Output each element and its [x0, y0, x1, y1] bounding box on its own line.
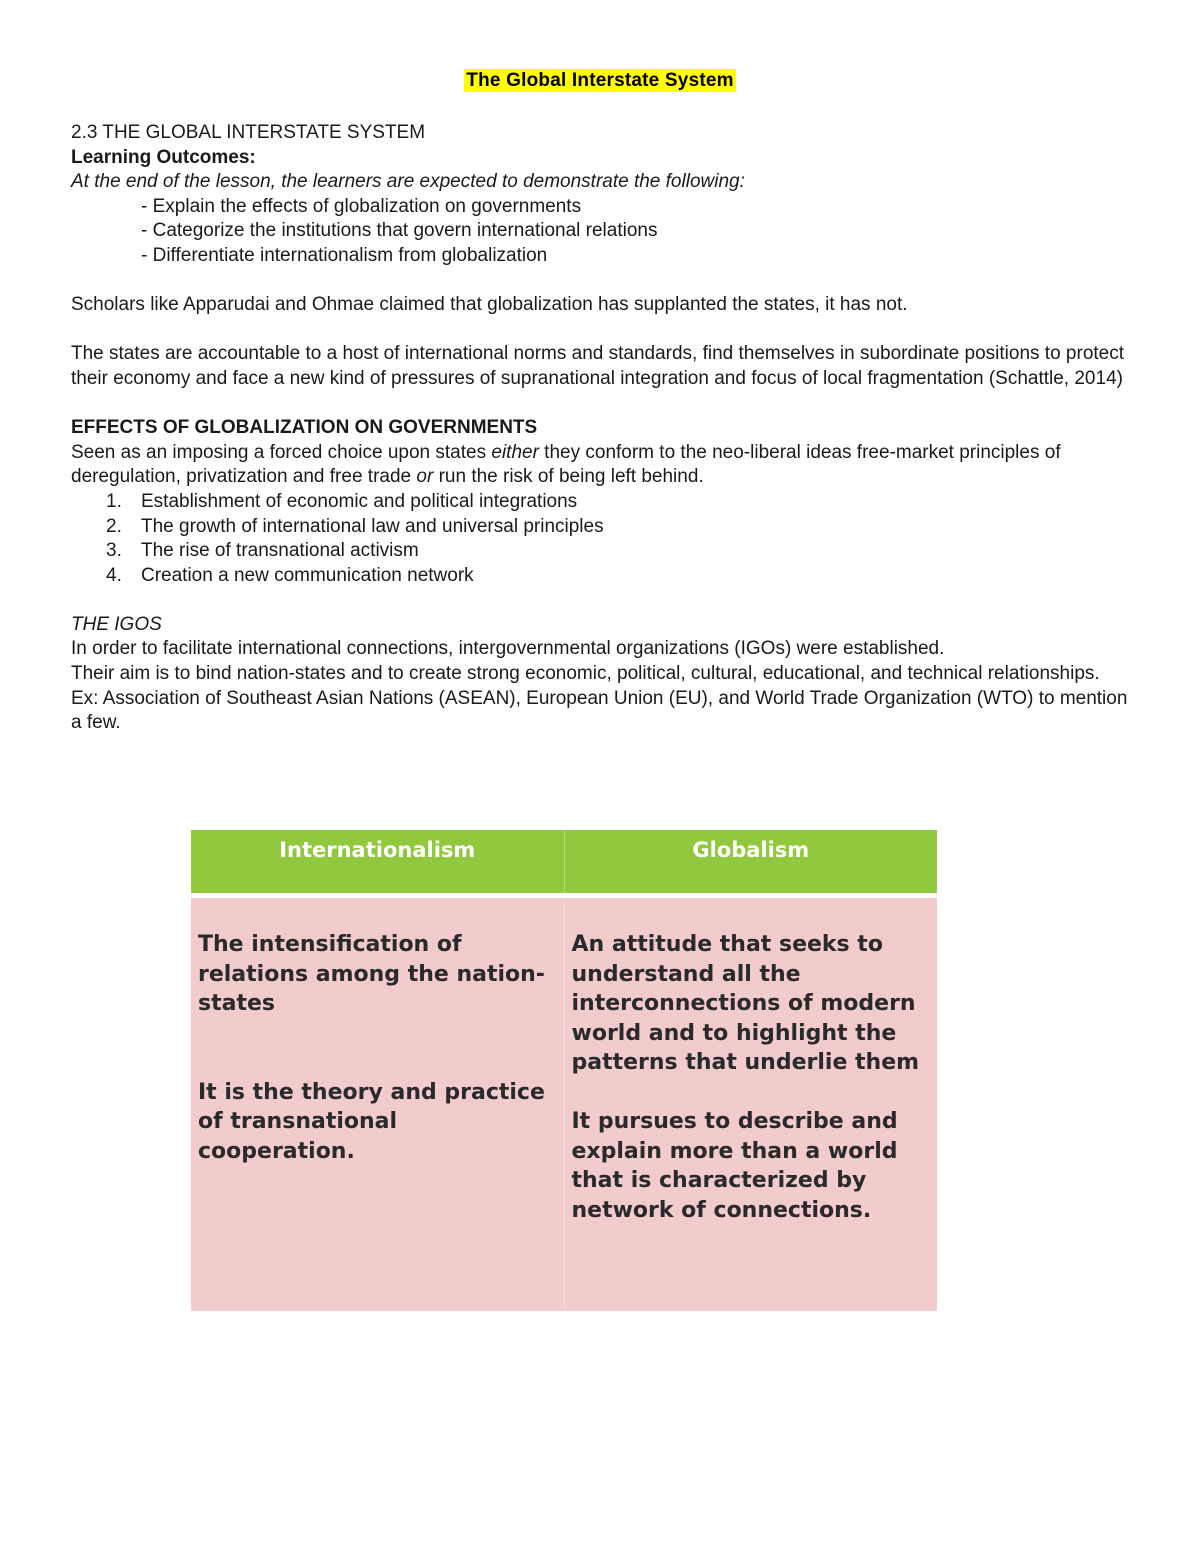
learning-outcomes-label: Learning Outcomes: [71, 146, 256, 168]
globalism-cell [564, 898, 937, 1311]
internationalism-definition: The intensification of relations among the nation-states [198, 932, 545, 1016]
igos-line: In order to facilitate international connections, intergovernmental organizations (IGOs) were established. [71, 638, 945, 660]
igos-line: Ex: Association of Southeast Asian Nations (ASEAN), European Union (EU), and World Trade Organization (WTO) to mention a few. [71, 687, 1128, 734]
outcome-item: - Differentiate internationalism from globalization [141, 244, 548, 266]
list-item: 2. The growth of international law and universal principles [106, 515, 604, 537]
title-block [0, 70, 1200, 92]
comparison-table [191, 830, 937, 1311]
globalism-description: It pursues to describe and explain more than a world that is characterized by network of connections. [571, 1109, 898, 1223]
document-title: The Global Interstate System [466, 70, 734, 91]
igos-heading: THE IGOS [71, 613, 162, 635]
internationalism-cell [191, 898, 564, 1311]
igos-line: Their aim is to bind nation-states and to create strong economic, political, cultural, educational, and technical relationships. [71, 663, 1100, 685]
learning-outcomes-intro: At the end of the lesson, the learners are expected to demonstrate the following: [71, 171, 745, 193]
list-item: 3. The rise of transnational activism [106, 540, 419, 562]
section-heading: 2.3 THE GLOBAL INTERSTATE SYSTEM [71, 122, 426, 143]
outcome-item: - Categorize the institutions that govern international relations [141, 220, 658, 242]
globalism-definition: An attitude that seeks to understand all the interconnections of modern world and to highlight the patterns that underlie them [571, 932, 920, 1075]
paragraph-scholars: Scholars like Apparudai and Ohmae claimed that globalization has supplanted the states, it has not. [71, 294, 908, 316]
effects-intro: Seen as an imposing a forced choice upon states either they conform to the neo-liberal ideas free-market principles of deregulation, privatization and free trade or run the risk of being left behind. [71, 441, 1061, 488]
list-item: 1. Establishment of economic and political integrations [106, 490, 578, 512]
paragraph-states: The states are accountable to a host of international norms and standards, find themselves in subordinate positions to protect their economy and face a new kind of pressures of supranational integration and focus of local fragmentation (Schattle, 2014) [71, 343, 1125, 389]
document-body [71, 121, 1131, 736]
internationalism-description: It is the theory and practice of transnational cooperation. [198, 1079, 545, 1164]
effects-list [71, 490, 1131, 588]
effects-heading: EFFECTS OF GLOBALIZATION ON GOVERNMENTS [71, 417, 538, 439]
list-item: 4. Creation a new communication network [106, 564, 474, 586]
table-header-internationalism: Internationalism [191, 830, 564, 893]
outcome-item: - Explain the effects of globalization on governments [141, 195, 582, 217]
table-header-globalism: Globalism [564, 830, 937, 893]
